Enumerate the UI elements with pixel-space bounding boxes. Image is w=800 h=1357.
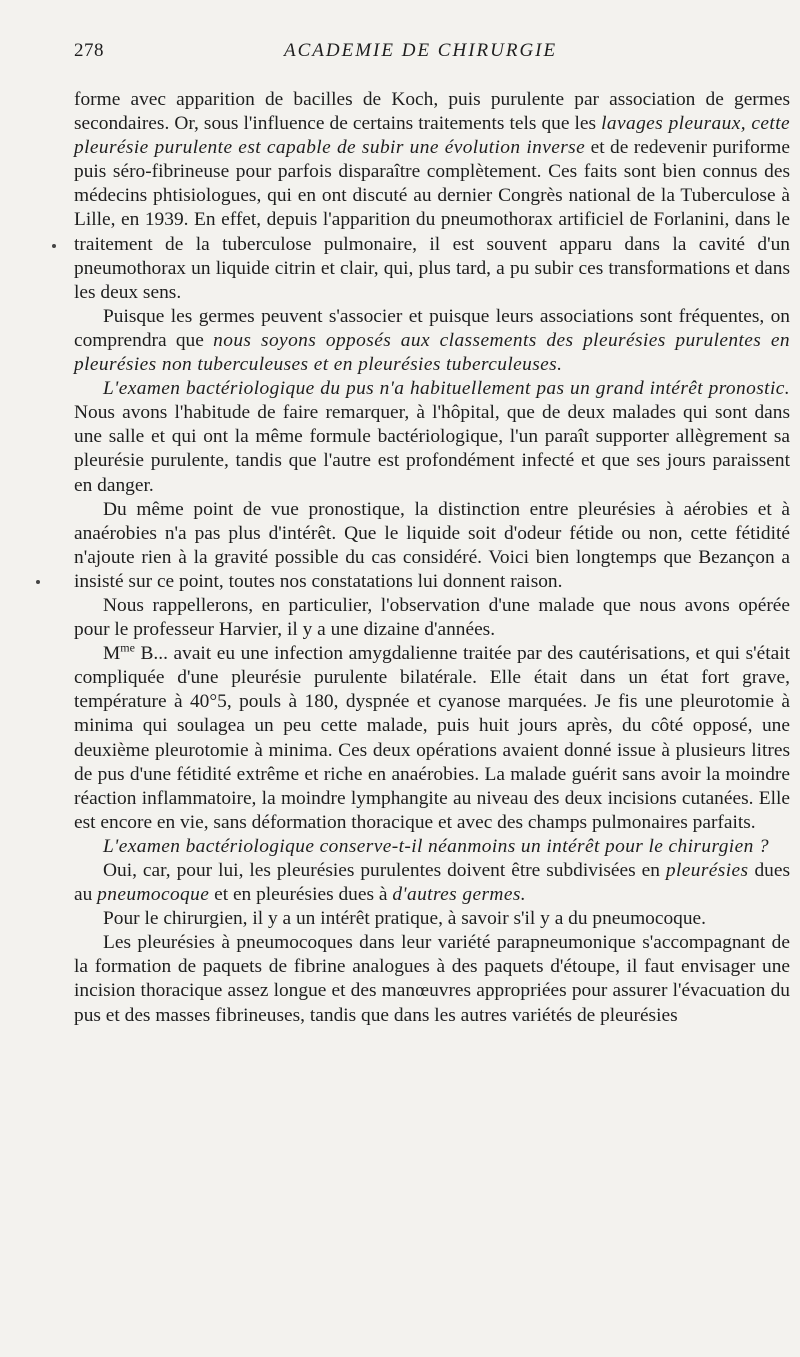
paragraph: Du même point de vue pronostique, la distinction entre pleurésies à aérobies et à anaérobies n'a pas plus d'intérêt. Que le liquide soit d'odeur fétide ou non, cette fétidité n'ajoute rien à la gravité possible du cas considéré. Voici bien longtemps que Bezançon a insisté sur ce point, toutes nos constatations lui donnent raison. bbox=[74, 498, 790, 592]
superscript: me bbox=[120, 640, 135, 655]
paragraph bbox=[74, 305, 790, 377]
italic-run: d'autres germes. bbox=[392, 884, 527, 906]
paragraph: Pour le chirurgien, il y a un intérêt pratique, à savoir s'il y a du pneumocoque. bbox=[103, 908, 707, 930]
running-head bbox=[74, 40, 790, 72]
text-run: forme avec apparition de bacilles de Koch, puis purulente par association de germes secondaires. Or, sous l'influence de certains traitements tels que les bbox=[74, 89, 790, 135]
text-run: M bbox=[103, 643, 121, 665]
paragraph bbox=[74, 377, 790, 497]
text-run: dues au bbox=[74, 860, 790, 906]
italic-run: pneumocoque bbox=[97, 884, 210, 906]
italic-run: L'examen bactériologique du pus n'a habituellement pas un grand intérêt pronostic. bbox=[103, 378, 790, 400]
body-text bbox=[74, 88, 790, 1028]
text-run: Puisque les germes peuvent s'associer et puisque leurs associations sont fréquentes, on comprendra que bbox=[74, 305, 790, 351]
text-run: et de redevenir puriforme puis séro-fibrineuse pour parfois disparaître complètement. Ces faits sont bien connus des médecins phtisiologues, qui en ont discuté au dernier Congrès national de la Tuberculose à Lille, en 1939. En effet, depuis l'apparition du pneumothorax artificiel de Forlanini, dans le traitement de la tuberculose pulmonaire, il est souvent apparu dans la cavité d'un pneumothorax un liquide citrin et clair, qui, plus tard, a pu subir ces transformations et dans les deux sens. bbox=[74, 137, 791, 303]
italic-run: lavages pleuraux, cette pleurésie purulente est capable de subir une évolution inverse bbox=[74, 113, 791, 159]
paragraph: Les pleurésies à pneumocoques dans leur variété parapneumonique s'accompagnant de la formation de paquets de fibrine analogues à des paquets d'étoupe, il faut envisager une incision thoracique assez longue et des manœuvres appropriées pour assurer l'évacuation du pus et des masses fibrineuses, tandis que dans les autres variétés de pleurésies bbox=[74, 932, 790, 1026]
running-title: ACADEMIE DE CHIRURGIE bbox=[284, 40, 558, 61]
text-run: Nous avons l'habitude de faire remarquer, à l'hôpital, que de deux malades qui sont dans une salle et qui ont la même formule bactériologique, l'un paraît supporter allègrement sa pleurésie purulente, tandis que l'autre est profondément infecté et que ses jours paraissent en danger. bbox=[74, 402, 790, 496]
paragraph bbox=[74, 88, 790, 305]
text-run: et en pleurésies dues à bbox=[209, 884, 393, 906]
paragraph bbox=[74, 859, 790, 907]
italic-run: pleurésies bbox=[665, 860, 749, 881]
margin-dot bbox=[36, 580, 40, 584]
paragraph: L'examen bactériologique conserve-t-il néanmoins un intérêt pour le chirurgien ? bbox=[103, 835, 770, 857]
page-number: 278 bbox=[74, 40, 104, 61]
paragraph: Nous rappellerons, en particulier, l'observation d'une malade que nous avons opérée pour le professeur Harvier, il y a une dizaine d'années. bbox=[74, 594, 790, 641]
margin-dot bbox=[52, 244, 56, 248]
text-run: B... avait eu une infection amygdalienne traitée par des cautérisations, et qui s'était compliquée d'une pleurésie purulente bilatérale. Elle était dans un état fort grave, température à 40°5, pouls à 180, dyspnée et cyanose marquées. Je fis une pleurotomie à minima qui soulagea un peu cette malade, puis huit jours après, du côté opposé, une deuxième pleurotomie à minima. Ces deux opérations avaient donné issue à plusieurs litres de pus d'une fétidité extrême et riche en anaérobies. La malade guérit sans avoir la moindre réaction inflammatoire, la moindre lymphangite au niveau des deux incisions cutanées. Elle est encore en vie, sans déformation thoracique et avec des champs pulmonaires parfaits. bbox=[74, 643, 790, 833]
paragraph bbox=[74, 642, 790, 835]
italic-run: nous soyons opposés aux classements des pleurésies purulentes en pleurésies non tuberculeuses et en pleurésies tuberculeuses. bbox=[74, 329, 790, 376]
text-run: Oui, car, pour lui, les pleurésies purulentes doivent être subdivisées en bbox=[103, 860, 666, 881]
